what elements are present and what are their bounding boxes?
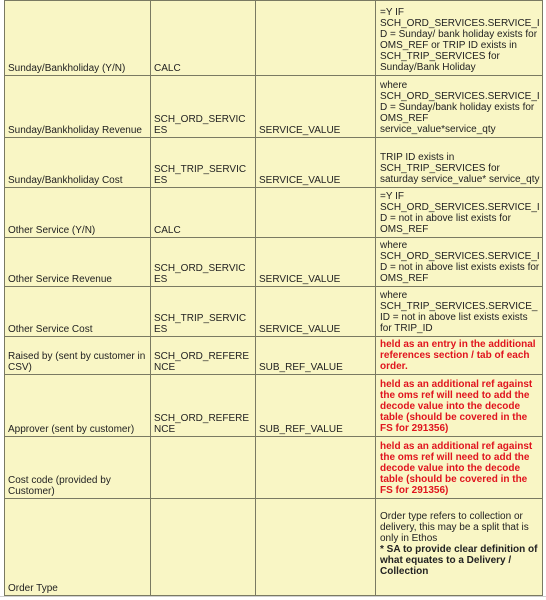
cell-field[interactable]: Raised by (sent by customer in CSV): [5, 337, 151, 375]
table-row: [5, 76, 543, 138]
cell-source[interactable]: CALC: [151, 188, 256, 238]
cell-description[interactable]: held as an additional ref against the oms ref will need to add the decode value into the decode table (should be covered in the FS for 291356): [376, 437, 543, 499]
cell-column[interactable]: SUB_REF_VALUE: [256, 337, 376, 375]
table-row: [5, 287, 543, 337]
cell-source[interactable]: SCH_ORD_REFERENCE: [151, 375, 256, 437]
description-note: * SA to provide clear definition of what equates to a Delivery / Collection: [380, 544, 538, 577]
cell-source[interactable]: SCH_ORD_SERVICES: [151, 238, 256, 287]
table-row: [5, 337, 543, 375]
cell-field[interactable]: Approver (sent by customer): [5, 375, 151, 437]
table-row: [5, 188, 543, 238]
cell-description[interactable]: where SCH_TRIP_SERVICES.SERVICE_ID = not in above list exists exists for TRIP_ID: [376, 287, 543, 337]
cell-column[interactable]: [256, 499, 376, 596]
cell-source[interactable]: CALC: [151, 1, 256, 76]
cell-source[interactable]: SCH_TRIP_SERVICES: [151, 287, 256, 337]
cell-description[interactable]: [376, 499, 543, 596]
cell-field[interactable]: Sunday/Bankholiday Revenue: [5, 76, 151, 138]
table-row: [5, 375, 543, 437]
cell-field[interactable]: Other Service (Y/N): [5, 188, 151, 238]
cell-description[interactable]: held as an additional ref against the oms ref will need to add the decode value into the decode table (should be covered in the FS for 291356): [376, 375, 543, 437]
cell-column[interactable]: SERVICE_VALUE: [256, 138, 376, 188]
cell-column[interactable]: [256, 1, 376, 76]
cell-field[interactable]: Order Type: [5, 499, 151, 596]
cell-column[interactable]: SERVICE_VALUE: [256, 76, 376, 138]
cell-description[interactable]: TRIP ID exists in SCH_TRIP_SERVICES for saturday service_value* service_qty: [376, 138, 543, 188]
cell-column[interactable]: [256, 437, 376, 499]
table-row: [5, 238, 543, 287]
table-row: [5, 499, 543, 596]
cell-source[interactable]: SCH_ORD_REFERENCE: [151, 337, 256, 375]
table-row: [5, 1, 543, 76]
cell-source[interactable]: [151, 499, 256, 596]
cell-field[interactable]: Other Service Revenue: [5, 238, 151, 287]
cell-description[interactable]: held as an entry in the additional references section / tab of each order.: [376, 337, 543, 375]
cell-column[interactable]: SERVICE_VALUE: [256, 238, 376, 287]
cell-source[interactable]: SCH_ORD_SERVICES: [151, 76, 256, 138]
cell-field[interactable]: Other Service Cost: [5, 287, 151, 337]
page-bottom-rule: [0, 596, 546, 597]
field-mapping-table: [4, 0, 543, 596]
cell-source[interactable]: SCH_TRIP_SERVICES: [151, 138, 256, 188]
cell-column[interactable]: SERVICE_VALUE: [256, 287, 376, 337]
cell-description[interactable]: where SCH_ORD_SERVICES.SERVICE_ID = Sunday/bank holiday exists for OMS_REF service_value*service_qty: [376, 76, 543, 138]
cell-field[interactable]: Sunday/Bankholiday (Y/N): [5, 1, 151, 76]
table-row: [5, 437, 543, 499]
cell-description[interactable]: where SCH_ORD_SERVICES.SERVICE_ID = not in above list exists exists for OMS_REF: [376, 238, 543, 287]
cell-field[interactable]: Sunday/Bankholiday Cost: [5, 138, 151, 188]
cell-description[interactable]: =Y IF SCH_ORD_SERVICES.SERVICE_ID = Sunday/ bank holiday exists for OMS_REF or TRIP ID exists in SCH_TRIP_SERVICES for Sunday/Bank Holiday: [376, 1, 543, 76]
cell-column[interactable]: SUB_REF_VALUE: [256, 375, 376, 437]
cell-field[interactable]: Cost code (provided by Customer): [5, 437, 151, 499]
table-row: [5, 138, 543, 188]
description-text: Order type refers to collection or delivery, this may be a split that is only in Ethos: [380, 511, 529, 544]
cell-source[interactable]: [151, 437, 256, 499]
cell-description[interactable]: =Y IF SCH_ORD_SERVICES.SERVICE_ID = not in above list exists for OMS_REF: [376, 188, 543, 238]
cell-column[interactable]: [256, 188, 376, 238]
